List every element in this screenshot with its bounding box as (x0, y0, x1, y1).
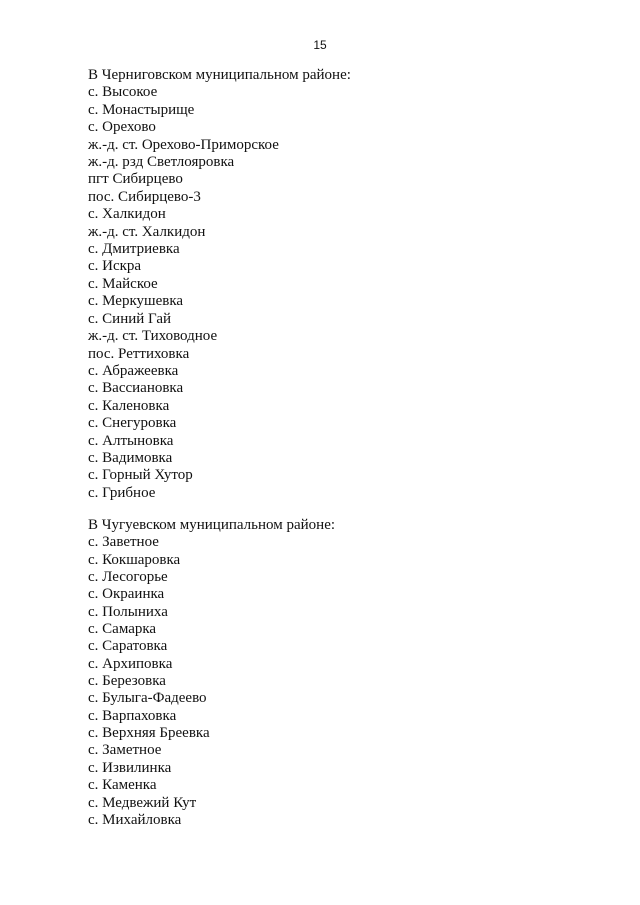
settlement-item: с. Лесогорье (88, 569, 168, 586)
settlement-item: с. Березовка (88, 673, 166, 690)
settlement-item: с. Полыниха (88, 603, 168, 620)
section-chuguevsky-district (88, 517, 335, 829)
section-heading: В Чугуевском муниципальном районе: (88, 517, 336, 533)
settlement-item: с. Дмитриевка (88, 241, 180, 258)
settlement-item: с. Синий Гай (88, 310, 172, 327)
settlement-item: с. Саратовка (88, 638, 168, 655)
settlement-item: с. Кокшаровка (88, 551, 181, 568)
settlement-item: с. Каменка (88, 777, 157, 794)
settlement-list (88, 84, 351, 502)
settlement-item: с. Каленовка (88, 397, 170, 414)
settlement-item: с. Вадимовка (88, 449, 173, 466)
settlement-item: с. Меркушевка (88, 293, 184, 310)
settlement-item: с. Вассиановка (88, 380, 184, 397)
settlement-item: ж.-д. рзд Светлояровка (88, 154, 235, 171)
settlement-item: с. Извилинка (88, 759, 172, 776)
settlement-item: с. Алтыновка (88, 432, 174, 449)
settlement-item: с. Медвежий Кут (88, 794, 197, 811)
settlement-item: с. Михайловка (88, 811, 182, 828)
settlement-item: ж.-д. ст. Халкидон (88, 223, 206, 240)
settlement-item: с. Верхняя Бреевка (88, 725, 210, 742)
settlement-item: пос. Сибирцево-3 (88, 188, 201, 205)
settlement-item: с. Окраинка (88, 586, 165, 603)
settlement-item: с. Искра (88, 258, 142, 275)
settlement-item: с. Грибное (88, 484, 156, 501)
settlement-item: пгт Сибирцево (88, 171, 183, 188)
section-chernigovsky-district (88, 67, 351, 502)
settlement-item: с. Снегуровка (88, 415, 177, 432)
settlement-item: с. Орехово (88, 119, 156, 136)
settlement-item: с. Архиповка (88, 655, 173, 672)
page-number: 15 (313, 38, 327, 52)
settlement-item: с. Булыга-Фадеево (88, 690, 207, 707)
settlement-item: с. Заветное (88, 534, 159, 551)
settlement-item: ж.-д. ст. Орехово-Приморское (88, 136, 279, 153)
section-heading: В Черниговском муниципальном районе: (88, 67, 351, 83)
settlement-list (88, 534, 335, 829)
settlement-item: с. Монастырище (88, 101, 195, 118)
settlement-item: с. Халкидон (88, 206, 166, 223)
settlement-item: с. Майское (88, 275, 158, 292)
settlement-item: с. Заметное (88, 742, 162, 759)
settlement-item: пос. Реттиховка (88, 345, 190, 362)
settlement-item: с. Абражеевка (88, 362, 179, 379)
settlement-item: с. Самарка (88, 621, 157, 638)
settlement-item: ж.-д. ст. Тиховодное (88, 328, 218, 345)
settlement-item: с. Варпаховка (88, 707, 177, 724)
settlement-item: с. Горный Хутор (88, 467, 193, 484)
settlement-item: с. Высокое (88, 84, 158, 101)
